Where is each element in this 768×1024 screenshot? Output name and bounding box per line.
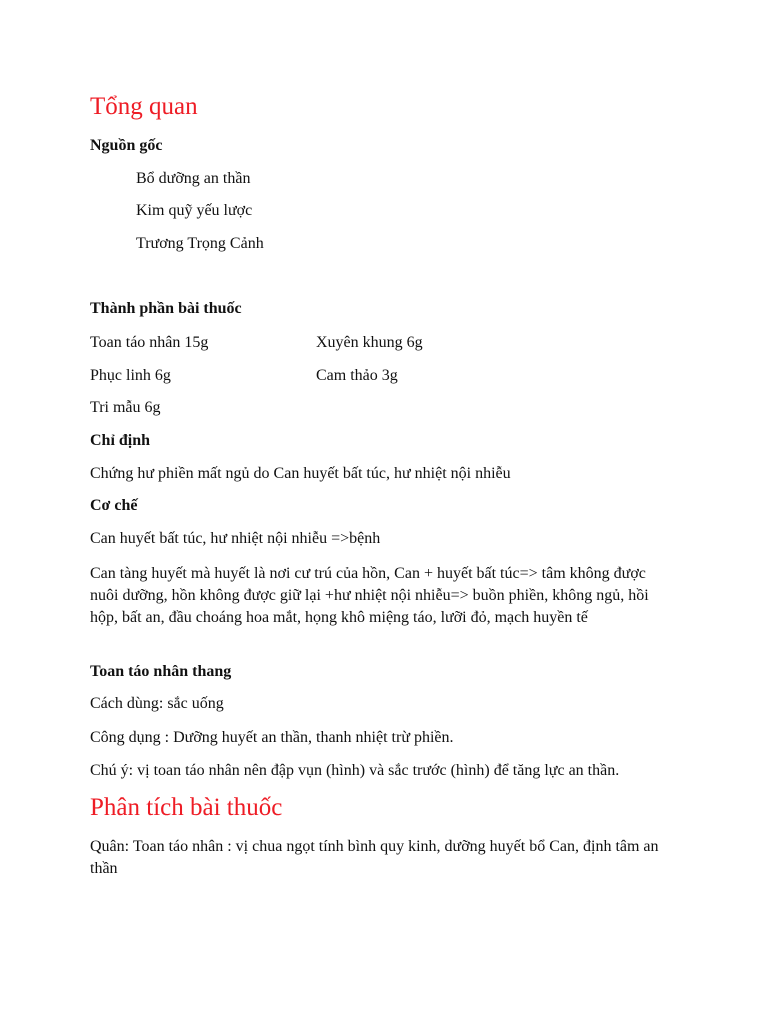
ingredient-item: Phục linh 6g: [90, 367, 171, 384]
mechanism-paragraph: Can tàng huyết mà huyết là nơi cư trú của hồn, Can + huyết bất túc=> tâm không được nuôi dưỡng, hồn không được giữ lại +hư nhiệt nội nhiễu=> buồn phiền, không ngủ, hồi hộp, bất an, đầu choáng hoa mắt, họng khô miệng táo, lưỡi đỏ, mạch huyền tế: [90, 565, 649, 626]
ingredient-item: Xuyên khung 6g: [316, 334, 423, 351]
ingredients-heading: Thành phần bài thuốc: [90, 300, 242, 317]
origin-heading: Nguồn gốc: [90, 137, 163, 154]
origin-item: Kim quỹ yếu lược: [136, 202, 253, 219]
indication-heading: Chỉ định: [90, 432, 151, 449]
ingredient-item: Toan táo nhân 15g: [90, 334, 209, 351]
analysis-text: Quân: Toan táo nhân : vị chua ngọt tính bình quy kinh, dưỡng huyết bổ Can, định tâm an thần: [90, 838, 659, 877]
ingredient-item: Tri mẫu 6g: [90, 399, 161, 416]
formula-heading: Toan táo nhân thang: [90, 663, 232, 680]
mechanism-line: Can huyết bất túc, hư nhiệt nội nhiễu =>bệnh: [90, 530, 381, 547]
indication-text: Chứng hư phiền mất ngủ do Can huyết bất túc, hư nhiệt nội nhiễu: [90, 465, 511, 482]
overview-title: Tổng quan: [90, 93, 198, 120]
ingredient-item: Cam thảo 3g: [316, 367, 398, 384]
analysis-title: Phân tích bài thuốc: [90, 794, 283, 821]
mechanism-heading: Cơ chế: [90, 497, 138, 514]
note-text: Chú ý: vị toan táo nhân nên đập vụn (hình) và sắc trước (hình) để tăng lực an thần.: [90, 762, 620, 779]
usage-text: Cách dùng: sắc uống: [90, 695, 224, 712]
origin-item: Bổ dưỡng an thần: [136, 170, 251, 187]
effect-text: Công dụng : Dưỡng huyết an thần, thanh nhiệt trừ phiền.: [90, 729, 454, 746]
origin-item: Trương Trọng Cảnh: [136, 235, 264, 252]
